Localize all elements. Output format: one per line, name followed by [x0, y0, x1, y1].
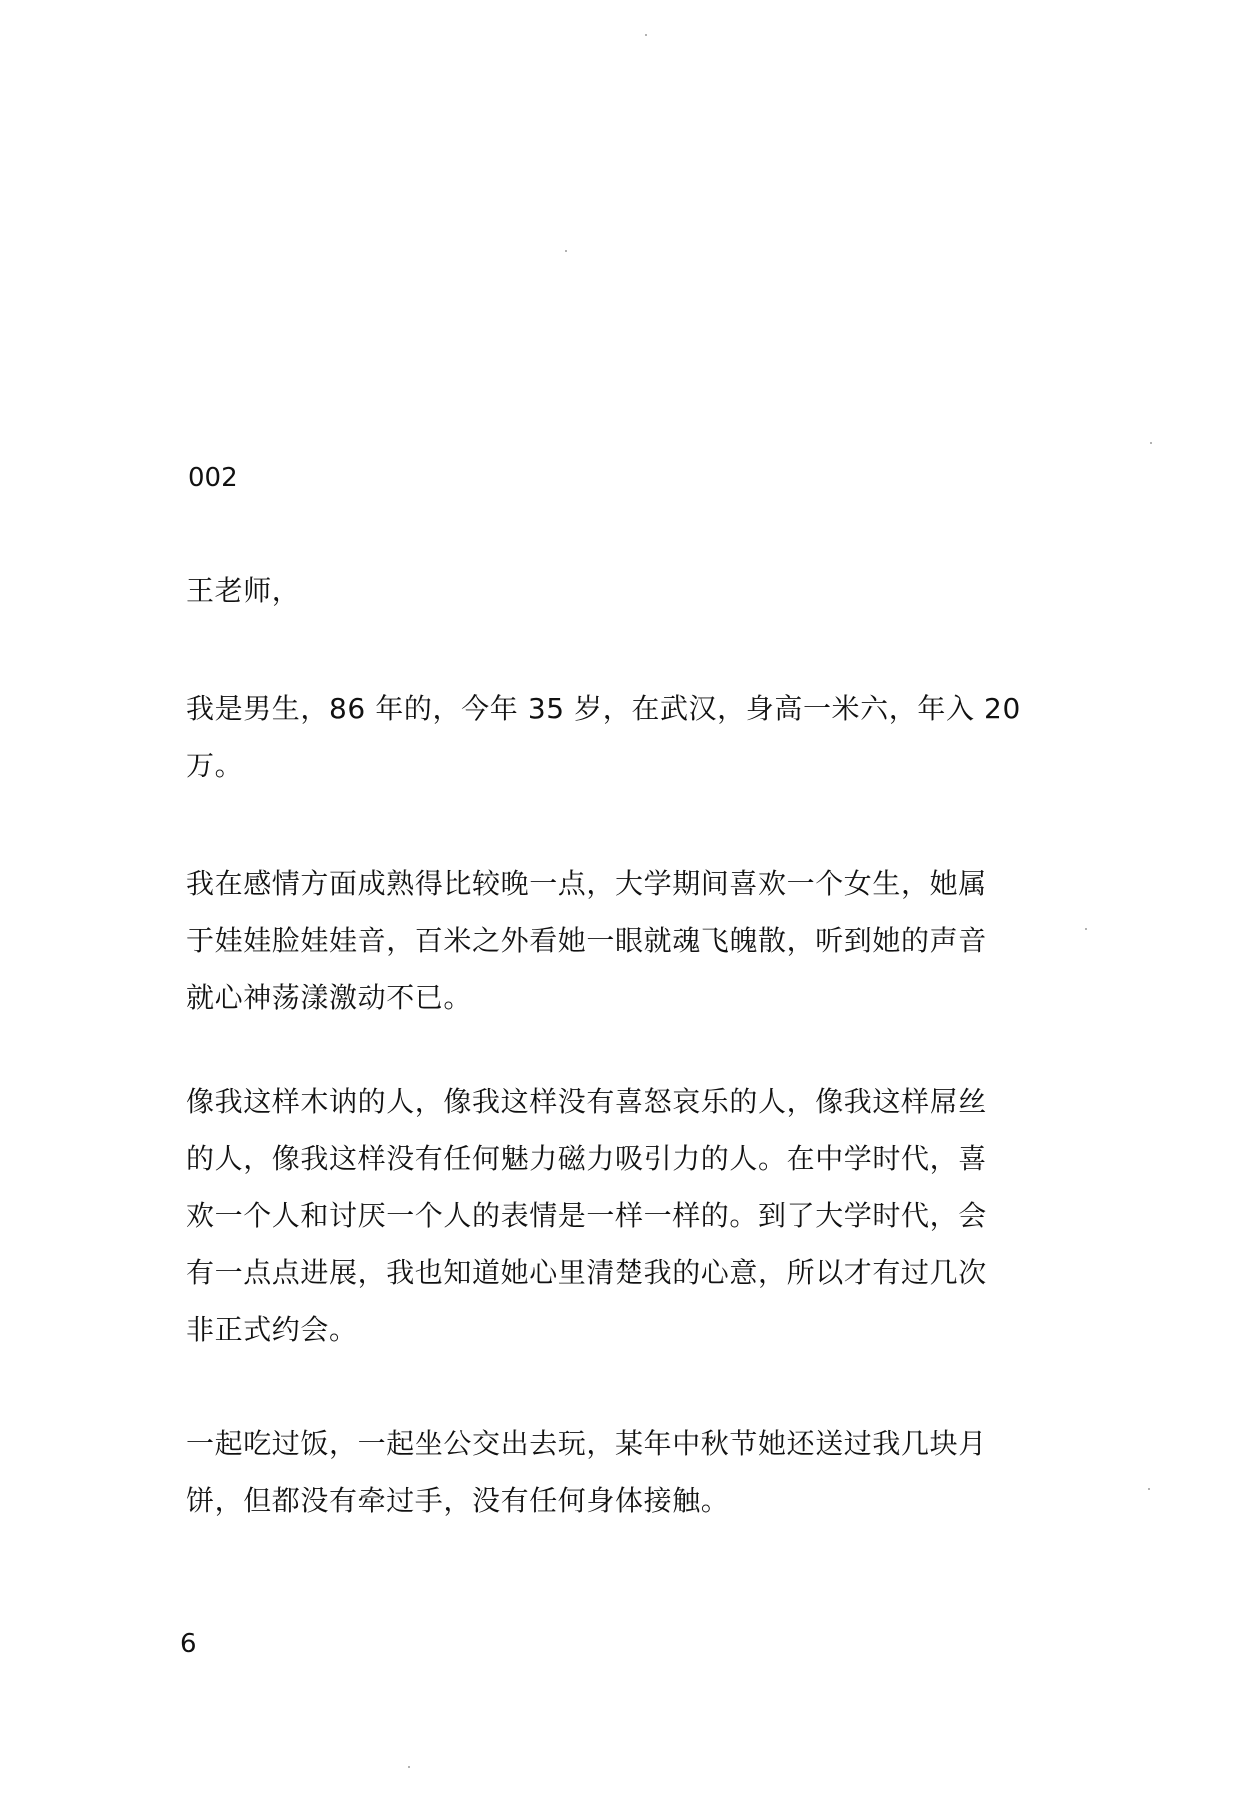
- paragraph-line: 像我这样木讷的人，像我这样没有喜怒哀乐的人，像我这样屌丝: [186, 1085, 987, 1118]
- letter-number: 002: [188, 463, 238, 493]
- scan-speck: [645, 34, 647, 36]
- paragraph-line: 万。: [186, 749, 244, 782]
- scan-speck: [1150, 442, 1152, 444]
- scan-speck: [565, 250, 567, 252]
- paragraph-line: 于娃娃脸娃娃音，百米之外看她一眼就魂飞魄散，听到她的声音: [186, 924, 987, 957]
- paragraph-line: 欢一个人和讨厌一个人的表情是一样一样的。到了大学时代，会: [186, 1199, 987, 1232]
- paragraph-1: [186, 680, 1036, 794]
- letter-greeting: 王老师，: [186, 574, 301, 607]
- paragraph-line: 饼，但都没有牵过手，没有任何身体接触。: [186, 1484, 730, 1517]
- paragraph-3: [186, 1073, 1036, 1358]
- scan-speck: [1085, 928, 1087, 930]
- paragraph-2: [186, 855, 1036, 1026]
- paragraph-line: 我是男生，86 年的，今年 35 岁，在武汉，身高一米六，年入 20: [186, 692, 1021, 725]
- paragraph-line: 就心神荡漾激动不已。: [186, 981, 473, 1014]
- paragraph-line: 我在感情方面成熟得比较晚一点，大学期间喜欢一个女生，她属: [186, 867, 987, 900]
- paragraph-line: 一起吃过饭，一起坐公交出去玩，某年中秋节她还送过我几块月: [186, 1427, 987, 1460]
- page-number: 6: [180, 1629, 197, 1659]
- paragraph-4: [186, 1415, 1036, 1529]
- paragraph-line: 有一点点进展，我也知道她心里清楚我的心意，所以才有过几次: [186, 1256, 987, 1289]
- paragraph-line: 非正式约会。: [186, 1313, 358, 1346]
- scan-speck: [1148, 1488, 1150, 1490]
- paragraph-line: 的人，像我这样没有任何魅力磁力吸引力的人。在中学时代，喜: [186, 1142, 987, 1175]
- scan-speck: [408, 1766, 410, 1768]
